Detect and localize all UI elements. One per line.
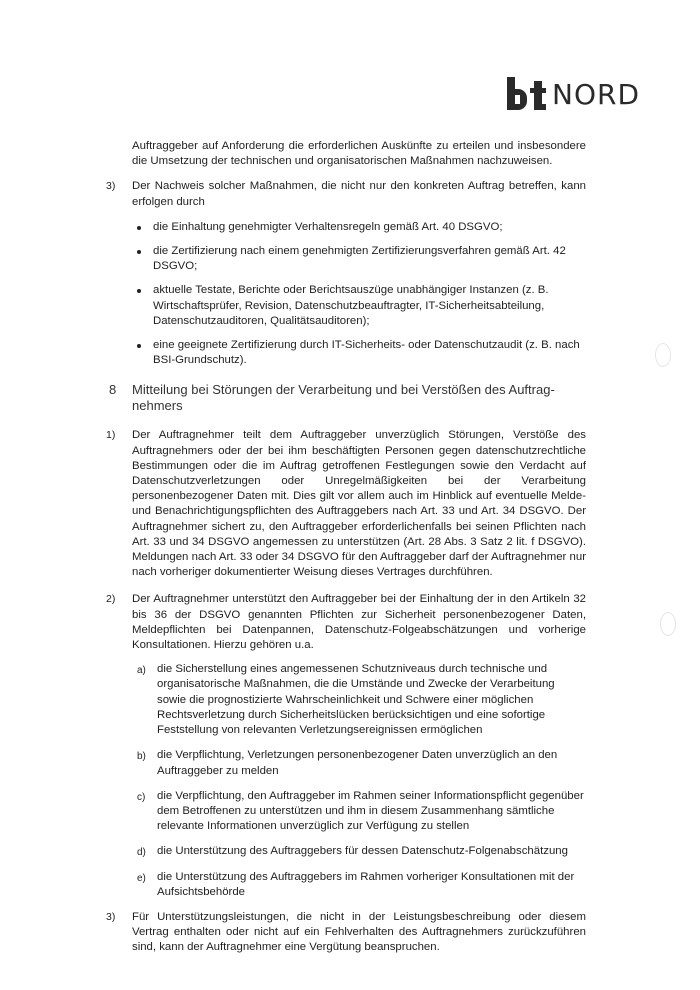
paragraph-number: 3) (106, 910, 116, 923)
scan-artifact-mark (660, 612, 676, 636)
list-item: aktuelle Testate, Berichte oder Berichtsauszüge unabhängiger Instanzen (z. B. Wirtschaftsprüfer, Revision, Datenschutzbeauftragter, IT-Sicherheitsabteilung, Datenschutzauditoren, Qualitätsauditoren); (132, 283, 586, 329)
list-letter: e) (137, 872, 146, 884)
paragraph-text: Der Auftragnehmer teilt dem Auftraggeber unverzüglich Störungen, Verstöße des Auftragnehmers oder der bei ihm beschäftigten Personen gegen datenschutzrechtliche Bestimmungen oder die im Auftrag getroffenen Festlegungen sowie den Verdacht auf Datenschutzverletzungen oder Unregelmäßigkeiten bei der Verarbeitung personenbezogener Daten mit. Dies gilt vor allem auch im Hinblick auf eventuelle Melde- und Benachrichtigungspflichten des Auftraggebers nach Art. 33 und Art. 34 DSGVO. Der Auftragnehmer sichert zu, den Auftraggeber erforderlichenfalls bei seinen Pflichten nach Art. 33 und 34 DSGVO angemessen zu unterstützen (Art. 28 Abs. 3 Satz 2 lit. f DSGVO). Meldungen nach Art. 33 oder 34 DSGVO für den Auftraggeber darf der Auftragnehmer nur nach vorheriger dokumentierter Weisung dieses Vertrages durchführen. (132, 429, 586, 579)
list-item: a) die Sicherstellung eines angemessenen Schutzniveaus durch technische und organisatorische Maßnahmen, die die Umstände und Zwecke der Verarbeitung sowie die prognostizierte Wahrscheinlichkeit und Schwere einer möglichen Rechtsverletzung durch Sicherheitslücken berücksichtigen und eine sofortige Feststellung von relevanten Verletzungsereignissen ermöglichen (137, 663, 555, 737)
paragraph-number: 2) (106, 593, 116, 606)
list-item: c) die Verpflichtung, den Auftraggeber im Rahmen seiner Informationspflicht gegenüber dem Betroffenen zu unterstützen und ihm in diesem Zusammenhang sämtliche relevante Informationen unverzüglich zur Verfügung zu stellen (137, 789, 584, 833)
list-item: eine geeignete Zertifizierung durch IT-Sicherheits- oder Datenschutzaudit (z. B. nach BSI-Grundschutz). (132, 338, 586, 368)
paragraph-text: Für Unterstützungsleistungen, die nicht in der Leistungsbeschreibung oder diesem Vertrag enthalten oder nicht auf ein Fehlverhalten des Auftragnehmers zurückzuführen sind, kann der Auftragnehmer eine Vergütung beanspruchen. (132, 910, 586, 954)
section-title: Mitteilung bei Störungen der Verarbeitung und bei Verstößen des Auftragnehmers (132, 382, 555, 414)
bt-logo-icon (507, 76, 546, 110)
section8-paragraph-2 (96, 592, 586, 899)
bullet-icon (137, 289, 141, 293)
scan-artifact-mark (655, 343, 671, 367)
list-item: e) die Unterstützung des Auftraggebers im Rahmen vorheriger Konsultationen mit der Aufsichtsbehörde (137, 870, 575, 898)
list-letter: d) (137, 847, 146, 859)
list-letter: a) (137, 665, 146, 677)
section-number: 8 (109, 382, 117, 398)
section8-paragraph-3 (96, 910, 586, 956)
section8-paragraph-1 (96, 428, 586, 580)
lettered-list (132, 662, 586, 900)
paragraph-text: Der Auftragnehmer unterstützt den Auftraggeber bei der Einhaltung der in den Artikeln 32 bis 36 der DSGVO genannten Pflichten zur Sicherheit personenbezogener Daten, Meldepflichten bei Datenpannen, Datenschutz-Folgeabschätzungen und vorherige Konsultationen. Hierzu gehören u.a. (132, 593, 586, 652)
intro-continuation (96, 139, 586, 169)
paragraph-number: 1) (106, 429, 116, 442)
bullet-icon (137, 344, 141, 348)
paragraph-3 (96, 179, 586, 368)
section-heading (96, 382, 586, 414)
list-item: die Einhaltung genehmigter Verhaltensregeln gemäß Art. 40 DSGVO; (132, 220, 586, 235)
document-body (96, 139, 586, 956)
list-item: b) die Verpflichtung, Verletzungen personenbezogener Daten unverzüglich an den Auftraggeber zu melden (137, 749, 558, 777)
company-logo (507, 74, 640, 110)
paragraph-number: 3) (106, 180, 116, 193)
list-item: die Zertifizierung nach einem genehmigten Zertifizierungsverfahren gemäß Art. 42 DSGVO; (132, 244, 586, 274)
paragraph-text: Der Nachweis solcher Maßnahmen, die nicht nur den konkreten Auftrag betreffen, kann erfolgen durch (132, 180, 586, 208)
bullet-list (132, 220, 586, 369)
paragraph-text: Auftraggeber auf Anforderung die erforderlichen Auskünfte zu erteilen und insbesondere die Umsetzung der technischen und organisatorischen Maßnahmen nachzuweisen. (132, 140, 586, 168)
bullet-icon (137, 226, 141, 230)
list-item: d) die Unterstützung des Auftraggebers für dessen Datenschutz-Folgenabschätzung (132, 844, 586, 859)
logo-text: NORD (552, 78, 640, 111)
list-letter: c) (137, 791, 146, 803)
list-letter: b) (137, 751, 146, 763)
bullet-icon (137, 250, 141, 254)
